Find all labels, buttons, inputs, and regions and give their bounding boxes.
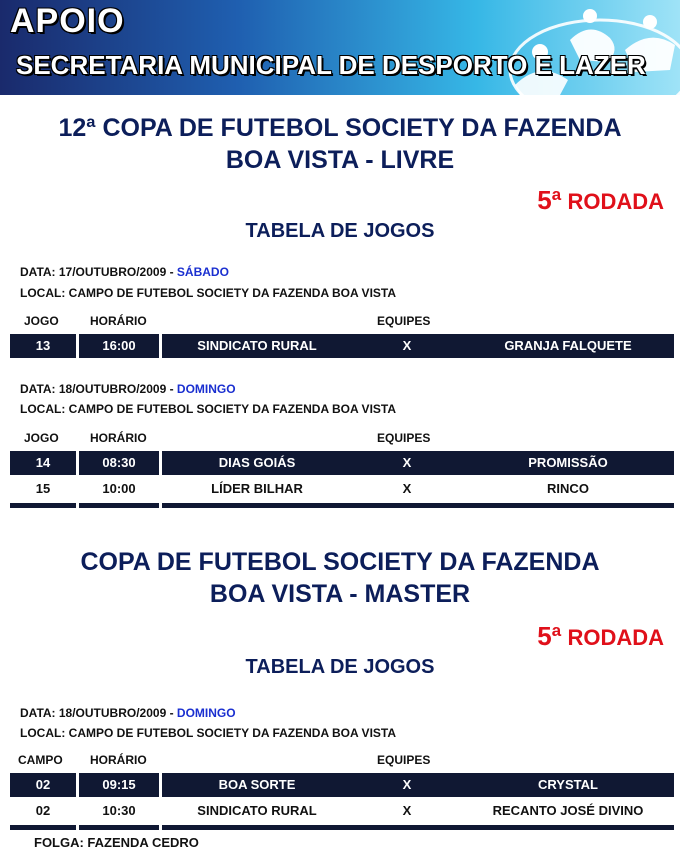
date-label: DATA: 18/OUTUBRO/2009 -: [20, 706, 177, 720]
game-time: 08:30: [102, 455, 136, 470]
section1-rodada-number: 5ª: [537, 185, 562, 215]
versus: X: [402, 803, 412, 818]
section1-title-line1: 12ª COPA DE FUTEBOL SOCIETY DA FAZENDA: [58, 114, 622, 142]
versus: X: [402, 481, 412, 496]
table-row: [10, 477, 674, 501]
versus: X: [402, 338, 412, 353]
section2-day1-date: [20, 706, 236, 720]
game-number: 15: [35, 481, 51, 496]
table-row: [10, 334, 674, 361]
field-number: 02: [35, 803, 51, 818]
date-label: DATA: 18/OUTUBRO/2009 -: [20, 382, 177, 396]
away-team: CRYSTAL: [538, 777, 598, 792]
col-equipes-header: EQUIPES: [377, 753, 431, 767]
away-team: RINCO: [547, 481, 589, 496]
away-team: PROMISSÃO: [528, 455, 608, 470]
col-horario-header: HORÁRIO: [90, 753, 147, 767]
table-footer-bar: [10, 825, 674, 830]
col-jogo-header: JOGO: [24, 314, 59, 328]
game-time: 10:00: [102, 481, 136, 496]
away-team: RECANTO JOSÉ DIVINO: [492, 803, 644, 818]
section1-tabela-heading: TABELA DE JOGOS: [245, 220, 435, 242]
section1-day2-local: LOCAL: CAMPO DE FUTEBOL SOCIETY DA FAZENDA BOA VISTA: [20, 402, 397, 416]
header-banner: [0, 0, 680, 95]
section2-rodada-number: 5ª: [537, 621, 562, 651]
col-equipes-header: EQUIPES: [377, 431, 431, 445]
weekday-label: DOMINGO: [176, 706, 236, 720]
col-horario-header: HORÁRIO: [90, 314, 147, 328]
section2-day1-local: LOCAL: CAMPO DE FUTEBOL SOCIETY DA FAZENDA BOA VISTA: [20, 726, 397, 740]
section2-rodada: [537, 621, 664, 652]
game-number: 14: [35, 455, 51, 470]
section1-day1-local: LOCAL: CAMPO DE FUTEBOL SOCIETY DA FAZENDA BOA VISTA: [20, 286, 397, 300]
section2-rodada-word: RODADA: [567, 625, 664, 650]
game-time: 10:30: [102, 803, 136, 818]
section1-rodada-word: RODADA: [567, 189, 664, 214]
section1-title-line2: BOA VISTA - LIVRE: [225, 146, 455, 174]
table-row: [10, 773, 674, 800]
secretaria-title: SECRETARIA MUNICIPAL DE DESPORTO E LAZER: [16, 50, 646, 80]
section1-day2-date: [20, 382, 236, 396]
apoio-label: APOIO: [10, 2, 125, 40]
game-time: 09:15: [102, 777, 136, 792]
game-time: 16:00: [102, 338, 136, 353]
versus: X: [402, 455, 412, 470]
section2-tabela-heading: TABELA DE JOGOS: [245, 656, 435, 678]
section2-title-line2: BOA VISTA - MASTER: [209, 580, 471, 608]
section1-day1-date: [20, 265, 229, 279]
col-equipes-header: EQUIPES: [377, 314, 431, 328]
table-row: [10, 799, 674, 823]
section2-title-line1: COPA DE FUTEBOL SOCIETY DA FAZENDA: [80, 548, 600, 576]
field-number: 02: [35, 777, 51, 792]
weekday-label: SÁBADO: [176, 265, 229, 279]
table-row: [10, 451, 674, 478]
date-label: DATA: 17/OUTUBRO/2009 -: [20, 265, 177, 279]
col-horario-header: HORÁRIO: [90, 431, 147, 445]
game-number: 13: [35, 338, 51, 353]
home-team: LÍDER BILHAR: [211, 481, 303, 496]
weekday-label: DOMINGO: [176, 382, 236, 396]
col-jogo-header: JOGO: [24, 431, 59, 445]
home-team: SINDICATO RURAL: [197, 338, 317, 353]
table-footer-bar: [10, 503, 674, 508]
home-team: BOA SORTE: [218, 777, 296, 792]
home-team: SINDICATO RURAL: [197, 803, 317, 818]
folga-note: FOLGA: FAZENDA CEDRO: [34, 835, 199, 850]
section1-rodada: [537, 185, 664, 216]
home-team: DIAS GOIÁS: [218, 455, 296, 470]
versus: X: [402, 777, 412, 792]
col-campo-header: CAMPO: [18, 753, 63, 767]
away-team: GRANJA FALQUETE: [504, 338, 632, 353]
